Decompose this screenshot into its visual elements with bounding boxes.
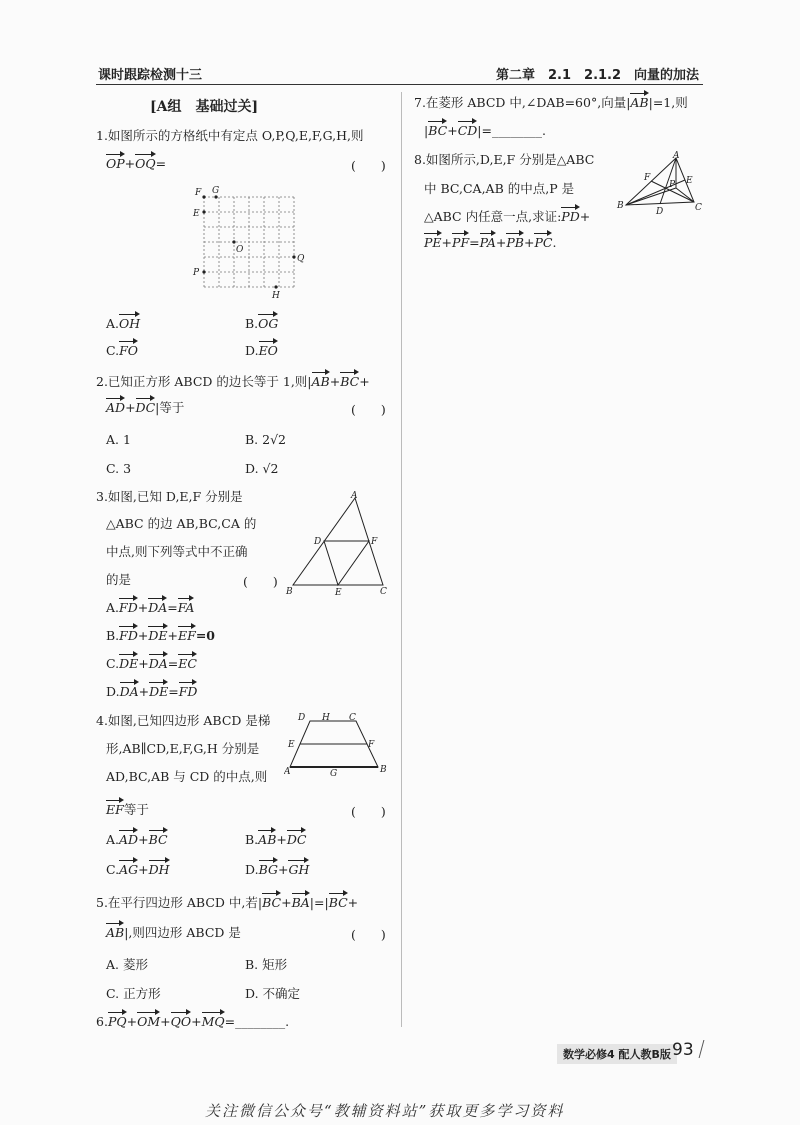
q1-option-d: D.EO <box>245 343 278 358</box>
q3-stem-2: △ABC 的边 AB,BC,CA 的 <box>106 516 257 531</box>
q4-d-v1: BG <box>258 862 278 877</box>
q3-option-c: C.DE+DA=EC <box>106 656 197 671</box>
q3-a-v3: FA <box>177 600 195 615</box>
q2-option-d: D. √2 <box>245 461 279 476</box>
q4-option-b: B.AB+DC <box>245 832 307 847</box>
q3-b-v2: DE <box>148 628 168 643</box>
q8-triangle-figure <box>616 150 704 222</box>
q3-label-E: E <box>335 588 342 598</box>
q3-a-v1: FD <box>119 600 138 615</box>
q1-option-a-vec: OH <box>119 316 141 331</box>
q1-label-Q: Q <box>297 254 305 264</box>
q8-label-E: E <box>686 176 693 186</box>
q1-vec1: OP <box>106 156 125 171</box>
q8-stem-3: △ABC 内任意一点,求证:PD+ <box>424 209 591 224</box>
q2-vec1: AB <box>311 374 330 389</box>
q4-stem-3: AD,BC,AB 与 CD 的中点,则 <box>106 769 268 784</box>
q3-b-v3: EF <box>178 628 196 643</box>
q3-d-v2: DE <box>149 684 169 699</box>
q1-option-b: B.OG <box>245 316 279 331</box>
q5-option-c: C. 正方形 <box>106 986 161 1001</box>
q4-label-D: D <box>298 713 306 723</box>
q3-stem-1: 3.如图,已知 D,E,F 分别是 <box>96 489 243 504</box>
header-right: 第二章 2.1 2.1.2 向量的加法 <box>496 68 700 83</box>
q8-vec-pb: PB <box>506 235 524 250</box>
q1-label-P: P <box>193 268 200 278</box>
q5-answer-paren: ( ) <box>351 927 386 942</box>
q4-b-v1: AB <box>258 832 277 847</box>
q6-vec1: PQ <box>107 1014 127 1029</box>
q2-option-a: A. 1 <box>106 432 131 447</box>
q5-vec2: BA <box>291 895 310 910</box>
q8-label-D: D <box>656 207 664 217</box>
q8-stem-2: 中 BC,CA,AB 的中点,P 是 <box>424 181 575 196</box>
q2-tail: |等于 <box>155 400 185 415</box>
q6-vec3: QO <box>170 1014 192 1029</box>
q4-a-v2: BC <box>148 832 168 847</box>
q4-label-A: A <box>284 767 291 777</box>
q4-option-d: D.BG+GH <box>245 862 310 877</box>
q3-b-v1: FD <box>119 628 138 643</box>
q5-vec3: BC <box>328 895 348 910</box>
q4-c-v1: AG <box>119 862 139 877</box>
q4-stem-2: 形,AB∥CD,E,F,G,H 分别是 <box>106 741 260 756</box>
q1-answer-paren: ( ) <box>351 158 386 173</box>
q7-blank: |=________. <box>477 123 546 138</box>
q7-stem-line2: |BC+CD|=________. <box>424 123 546 138</box>
q8-label-A: A <box>673 151 680 161</box>
column-divider <box>401 92 402 1027</box>
q4-answer-paren: ( ) <box>351 804 386 819</box>
q2-stem: 2.已知正方形 ABCD 的边长等于 1,则|AB+BC+ <box>96 374 370 389</box>
q6-vec2: OM <box>137 1014 161 1029</box>
q1-vec2: OQ <box>135 156 156 171</box>
q4-d-v2: GH <box>288 862 310 877</box>
q4-a-v1: AD <box>119 832 139 847</box>
q3-d-v3: FD <box>178 684 198 699</box>
q3-c-v2: DA <box>148 656 168 671</box>
q7-vec1: AB <box>630 95 649 110</box>
q8-label-B: B <box>617 201 624 211</box>
q2-option-c: C. 3 <box>106 461 132 476</box>
q5-stem: 5.在平行四边形 ABCD 中,若|BC+BA|=|BC+ <box>96 895 359 910</box>
q3-label-C: C <box>380 587 387 597</box>
q4-trapezoid-figure <box>284 710 390 782</box>
q4-tail: 等于 <box>123 802 149 817</box>
q1-label-E: E <box>193 209 200 219</box>
section-title: [A组 基础过关] <box>150 99 259 115</box>
q3-stem-3: 中点,则下列等式中不正确 <box>106 544 248 559</box>
q4-option-c: C.AG+DH <box>106 862 170 877</box>
q3-answer-paren: ( ) <box>243 574 278 589</box>
q1-eq: = <box>155 156 167 171</box>
q2-vec3: AD <box>106 400 126 415</box>
q1-label-G: G <box>212 186 220 196</box>
q7-vec3: CD <box>457 123 478 138</box>
q4-label-G: G <box>330 769 338 779</box>
q5-vec1: BC <box>262 895 282 910</box>
q2-vec2: BC <box>340 374 360 389</box>
q4-label-F: F <box>368 740 375 750</box>
q4-vec-ef: EF <box>106 802 124 817</box>
q3-option-a: A.FD+DA=FA <box>106 600 195 615</box>
q4-label-H: H <box>322 713 330 723</box>
q3-a-v2: DA <box>148 600 168 615</box>
q8-vec-pc: PC <box>534 235 553 250</box>
q4-label-B: B <box>380 765 387 775</box>
q7-stem: 7.在菱形 ABCD 中,∠DAB=60°,向量|AB|=1,则 <box>414 95 688 110</box>
q4-label-E: E <box>288 740 295 750</box>
q5-stem-line2: AB|,则四边形 ABCD 是 <box>106 925 241 940</box>
q6-blank: =________. <box>224 1014 290 1029</box>
q2-vec4: DC <box>135 400 156 415</box>
header-left: 课时跟踪检测十三 <box>98 68 203 83</box>
q2-option-b: B. 2√2 <box>245 432 287 447</box>
q5-option-a: A. 菱形 <box>106 957 148 972</box>
q1-label-F: F <box>195 188 202 198</box>
q3-label-A: A <box>351 491 358 501</box>
q1-option-a: A.OH <box>106 316 141 331</box>
q1-expression <box>106 156 166 171</box>
q1-option-c: C.FO <box>106 343 139 358</box>
book-tag: 数学必修4 配人教B版 <box>557 1044 677 1064</box>
q8-stem-4: PE+PF=PA+PB+PC. <box>424 235 557 250</box>
q3-c-v3: EC <box>178 656 197 671</box>
q1-label-O: O <box>236 245 244 255</box>
q4-label-C: C <box>349 713 356 723</box>
q3-label-D: D <box>314 537 322 547</box>
q4-stem-1: 4.如图,已知四边形 ABCD 是梯 <box>96 713 271 728</box>
q7-vec2: BC <box>428 123 448 138</box>
q3-label-B: B <box>286 587 293 597</box>
q3-label-F: F <box>371 537 378 547</box>
q3-option-b: B.FD+DE+EF=0 <box>106 628 215 643</box>
q4-option-a: A.AD+BC <box>106 832 168 847</box>
q4-stem-4 <box>106 802 149 817</box>
q5-option-b: B. 矩形 <box>245 957 288 972</box>
q2-stem-line2: AD+DC|等于 <box>106 400 185 415</box>
q3-option-d: D.DA+DE=FD <box>106 684 198 699</box>
q8-vec-pe: PE <box>424 235 442 250</box>
q8-label-F: F <box>644 173 651 183</box>
q6-vec4: MQ <box>201 1014 225 1029</box>
page-number: 93 <box>672 1040 694 1060</box>
q4-c-v2: DH <box>148 862 170 877</box>
q8-vec-pa: PA <box>479 235 496 250</box>
q4-b-v2: DC <box>286 832 307 847</box>
q2-answer-paren: ( ) <box>351 402 386 417</box>
q2-stem-text: 2.已知正方形 ABCD 的边长等于 1,则| <box>96 374 312 389</box>
q6-stem: 6.PQ+OM+QO+MQ=________. <box>96 1014 290 1029</box>
q5-option-d: D. 不确定 <box>245 986 301 1001</box>
q1-label-H: H <box>272 291 280 301</box>
q1-stem: 1.如图所示的方格纸中有定点 O,P,Q,E,F,G,H,则 <box>96 128 364 143</box>
q1-option-c-vec: FO <box>119 343 139 358</box>
q8-label-P: P <box>669 180 676 190</box>
q8-vec-pf: PF <box>452 235 470 250</box>
footer-note: 关注微信公众号“教辅资料站”获取更多学习资料 <box>205 1102 565 1120</box>
q3-d-v1: DA <box>119 684 139 699</box>
q8-label-C: C <box>695 203 702 213</box>
q3-c-v1: DE <box>119 656 139 671</box>
q1-option-d-vec: EO <box>258 343 278 358</box>
q1-op: + <box>124 156 136 171</box>
header-rule <box>96 84 703 85</box>
q5-vec4: AB <box>106 925 125 940</box>
q8-stem-1: 8.如图所示,D,E,F 分别是△ABC <box>414 152 595 167</box>
q1-option-b-vec: OG <box>258 316 279 331</box>
page-slash <box>699 1040 705 1058</box>
q8-vec-pd: PD <box>561 209 580 224</box>
q3-stem-4: 的是 <box>106 572 132 587</box>
q1-grid-figure <box>190 182 310 302</box>
q3-triangle-figure <box>283 490 395 600</box>
